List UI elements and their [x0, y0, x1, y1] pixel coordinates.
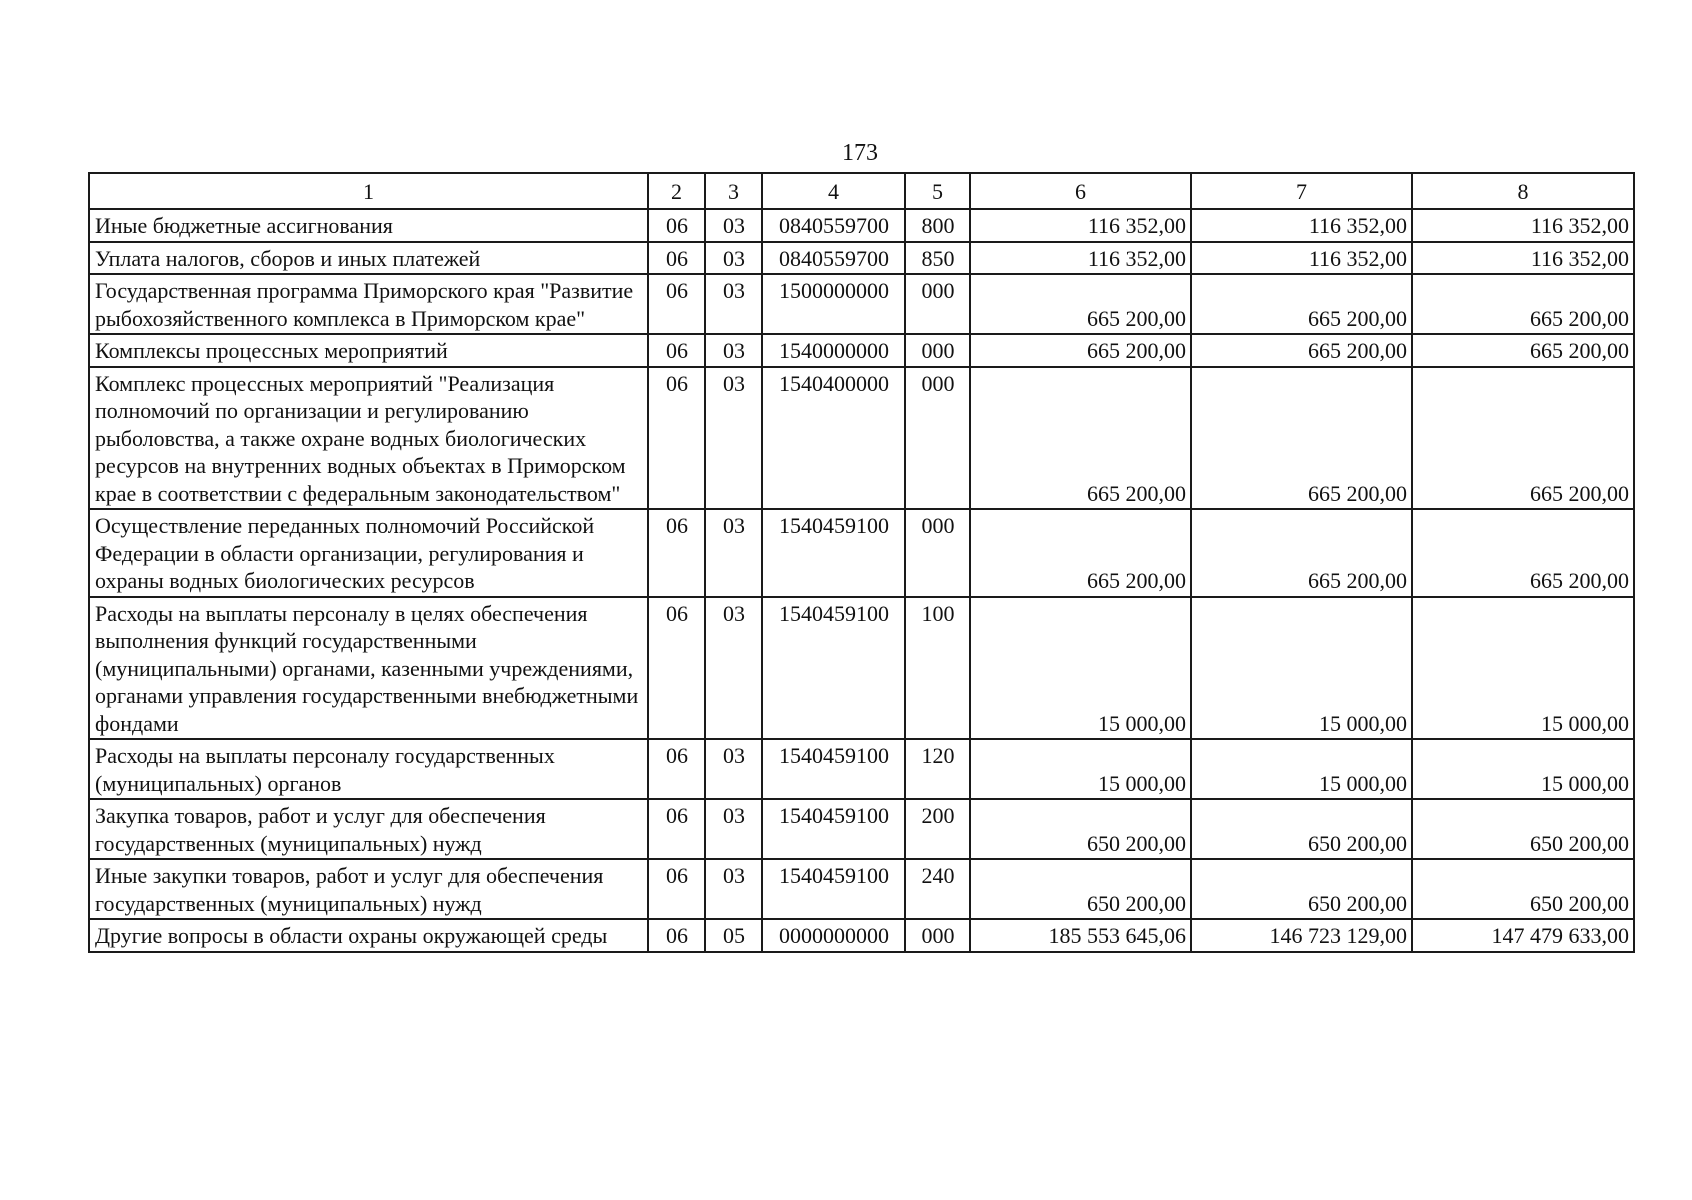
- row-amount-col-7: 665 200,00: [1191, 509, 1412, 597]
- row-amount-col-6: 650 200,00: [970, 799, 1191, 859]
- row-expense-type-code: 240: [905, 859, 970, 919]
- row-name: Расходы на выплаты персоналу в целях обеспечения выполнения функций государственными (муниципальными) органами, казенными учреждениями, органами управления государственными внебюджетными фондами: [89, 597, 648, 740]
- row-section-code: 06: [648, 209, 705, 242]
- row-amount-col-6: 665 200,00: [970, 334, 1191, 367]
- row-amount-col-7: 116 352,00: [1191, 209, 1412, 242]
- row-subsection-code: 03: [705, 509, 762, 597]
- row-amount-col-7: 116 352,00: [1191, 242, 1412, 275]
- row-subsection-code: 03: [705, 242, 762, 275]
- row-expense-type-code: 100: [905, 597, 970, 740]
- table-row: [89, 509, 1634, 597]
- row-name: Другие вопросы в области охраны окружающей среды: [89, 919, 648, 952]
- header-col-3: 3: [705, 173, 762, 209]
- header-col-5: 5: [905, 173, 970, 209]
- table-row: [89, 242, 1634, 275]
- row-target-code: 1540459100: [762, 509, 905, 597]
- row-section-code: 06: [648, 597, 705, 740]
- row-expense-type-code: 120: [905, 739, 970, 799]
- row-subsection-code: 03: [705, 274, 762, 334]
- header-col-8: 8: [1412, 173, 1634, 209]
- table-row: [89, 919, 1634, 952]
- row-amount-col-7: 15 000,00: [1191, 739, 1412, 799]
- row-amount-col-8: 665 200,00: [1412, 367, 1634, 510]
- row-amount-col-7: 15 000,00: [1191, 597, 1412, 740]
- row-target-code: 1540000000: [762, 334, 905, 367]
- row-amount-col-8: 665 200,00: [1412, 509, 1634, 597]
- row-section-code: 06: [648, 919, 705, 952]
- row-subsection-code: 03: [705, 334, 762, 367]
- row-section-code: 06: [648, 739, 705, 799]
- row-name: Государственная программа Приморского края "Развитие рыбохозяйственного комплекса в Приморском крае": [89, 274, 648, 334]
- table-row: [89, 334, 1634, 367]
- row-subsection-code: 03: [705, 597, 762, 740]
- row-section-code: 06: [648, 859, 705, 919]
- row-name: Расходы на выплаты персоналу государственных (муниципальных) органов: [89, 739, 648, 799]
- row-name: Осуществление переданных полномочий Российской Федерации в области организации, регулирования и охраны водных биологических ресурсов: [89, 509, 648, 597]
- row-target-code: 1540400000: [762, 367, 905, 510]
- row-amount-col-8: 116 352,00: [1412, 242, 1634, 275]
- header-col-2: 2: [648, 173, 705, 209]
- row-target-code: 0840559700: [762, 209, 905, 242]
- table-row: [89, 799, 1634, 859]
- row-amount-col-7: 650 200,00: [1191, 859, 1412, 919]
- row-subsection-code: 03: [705, 367, 762, 510]
- row-amount-col-7: 665 200,00: [1191, 367, 1412, 510]
- row-name: Комплекс процессных мероприятий "Реализация полномочий по организации и регулированию рыболовства, а также охране водных биологических ресурсов на внутренних водных объектах в Приморском крае в соответствии с федеральным законодательством": [89, 367, 648, 510]
- row-section-code: 06: [648, 274, 705, 334]
- table-row: [89, 739, 1634, 799]
- row-amount-col-6: 650 200,00: [970, 859, 1191, 919]
- row-amount-col-8: 15 000,00: [1412, 739, 1634, 799]
- header-col-4: 4: [762, 173, 905, 209]
- header-col-6: 6: [970, 173, 1191, 209]
- row-amount-col-7: 146 723 129,00: [1191, 919, 1412, 952]
- row-subsection-code: 03: [705, 739, 762, 799]
- table-row: [89, 859, 1634, 919]
- page-number: 173: [842, 140, 878, 166]
- row-target-code: 0000000000: [762, 919, 905, 952]
- header-row: [89, 173, 1634, 209]
- row-section-code: 06: [648, 509, 705, 597]
- row-target-code: 1540459100: [762, 739, 905, 799]
- row-expense-type-code: 000: [905, 334, 970, 367]
- table-row: [89, 597, 1634, 740]
- header-col-1: 1: [89, 173, 648, 209]
- row-expense-type-code: 800: [905, 209, 970, 242]
- row-target-code: 1500000000: [762, 274, 905, 334]
- row-expense-type-code: 000: [905, 367, 970, 510]
- row-amount-col-6: 185 553 645,06: [970, 919, 1191, 952]
- row-name: Закупка товаров, работ и услуг для обеспечения государственных (муниципальных) нужд: [89, 799, 648, 859]
- row-amount-col-8: 147 479 633,00: [1412, 919, 1634, 952]
- row-amount-col-6: 15 000,00: [970, 597, 1191, 740]
- row-amount-col-8: 650 200,00: [1412, 859, 1634, 919]
- row-amount-col-8: 15 000,00: [1412, 597, 1634, 740]
- row-amount-col-8: 116 352,00: [1412, 209, 1634, 242]
- row-amount-col-6: 116 352,00: [970, 209, 1191, 242]
- table-row: [89, 209, 1634, 242]
- budget-table: [88, 172, 1635, 953]
- row-expense-type-code: 000: [905, 509, 970, 597]
- row-target-code: 1540459100: [762, 597, 905, 740]
- row-amount-col-6: 665 200,00: [970, 509, 1191, 597]
- row-amount-col-6: 15 000,00: [970, 739, 1191, 799]
- row-target-code: 1540459100: [762, 859, 905, 919]
- row-section-code: 06: [648, 367, 705, 510]
- row-name: Иные бюджетные ассигнования: [89, 209, 648, 242]
- table-row: [89, 367, 1634, 510]
- row-amount-col-6: 665 200,00: [970, 367, 1191, 510]
- row-subsection-code: 03: [705, 209, 762, 242]
- row-section-code: 06: [648, 799, 705, 859]
- row-amount-col-8: 650 200,00: [1412, 799, 1634, 859]
- row-expense-type-code: 200: [905, 799, 970, 859]
- row-subsection-code: 03: [705, 859, 762, 919]
- row-expense-type-code: 850: [905, 242, 970, 275]
- row-name: Уплата налогов, сборов и иных платежей: [89, 242, 648, 275]
- row-subsection-code: 03: [705, 799, 762, 859]
- row-amount-col-6: 116 352,00: [970, 242, 1191, 275]
- row-name: Иные закупки товаров, работ и услуг для обеспечения государственных (муниципальных) нужд: [89, 859, 648, 919]
- row-amount-col-6: 665 200,00: [970, 274, 1191, 334]
- row-section-code: 06: [648, 242, 705, 275]
- row-amount-col-8: 665 200,00: [1412, 274, 1634, 334]
- row-amount-col-7: 665 200,00: [1191, 334, 1412, 367]
- row-amount-col-7: 665 200,00: [1191, 274, 1412, 334]
- row-target-code: 0840559700: [762, 242, 905, 275]
- row-subsection-code: 05: [705, 919, 762, 952]
- header-col-7: 7: [1191, 173, 1412, 209]
- row-amount-col-8: 665 200,00: [1412, 334, 1634, 367]
- row-section-code: 06: [648, 334, 705, 367]
- row-name: Комплексы процессных мероприятий: [89, 334, 648, 367]
- table-row: [89, 274, 1634, 334]
- row-expense-type-code: 000: [905, 274, 970, 334]
- row-expense-type-code: 000: [905, 919, 970, 952]
- row-target-code: 1540459100: [762, 799, 905, 859]
- row-amount-col-7: 650 200,00: [1191, 799, 1412, 859]
